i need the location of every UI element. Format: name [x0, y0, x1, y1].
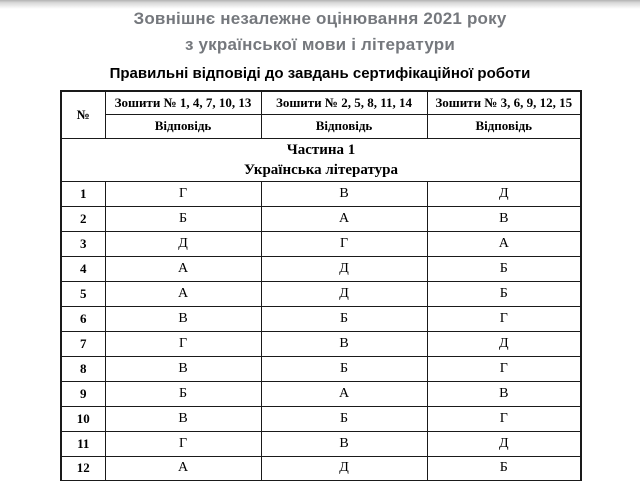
question-number: 8	[61, 356, 105, 381]
section-title-line1: Частина 1	[286, 141, 356, 158]
answer-cell: Б	[427, 456, 581, 481]
question-number: 10	[61, 406, 105, 431]
answer-key-table	[60, 90, 582, 481]
answers-body	[61, 181, 581, 481]
answer-cell: А	[427, 231, 581, 256]
answer-cell: Г	[105, 181, 261, 206]
answer-cell: В	[105, 356, 261, 381]
table-header-row-booklets	[61, 91, 581, 114]
document-header	[0, 6, 640, 85]
number-column-header: №	[61, 91, 105, 138]
answer-cell: Д	[261, 456, 427, 481]
answer-cell: В	[261, 431, 427, 456]
section-title-line2: Українська література	[244, 161, 398, 178]
question-number: 6	[61, 306, 105, 331]
answer-cell: Б	[105, 381, 261, 406]
answer-cell: В	[427, 206, 581, 231]
table-row	[61, 206, 581, 231]
answer-cell: В	[427, 381, 581, 406]
answer-subheader-3: Відповідь	[427, 114, 581, 138]
answer-cell: А	[261, 206, 427, 231]
answer-cell: Б	[261, 406, 427, 431]
answer-cell: А	[105, 256, 261, 281]
question-number: 9	[61, 381, 105, 406]
answer-cell: Д	[427, 431, 581, 456]
exam-title-line2: з української мови і літератури	[184, 35, 456, 54]
answer-cell: Г	[427, 306, 581, 331]
answer-cell: Д	[261, 281, 427, 306]
answer-cell: Б	[105, 206, 261, 231]
answer-cell: Д	[105, 231, 261, 256]
question-number: 2	[61, 206, 105, 231]
table-row	[61, 381, 581, 406]
table-row	[61, 231, 581, 256]
booklets-column-header-3: Зошити № 3, 6, 9, 12, 15	[427, 91, 581, 114]
question-number: 12	[61, 456, 105, 481]
question-number: 3	[61, 231, 105, 256]
answer-key-subtitle: Правильні відповіді до завдань сертифікаційної роботи	[109, 65, 531, 82]
answer-cell: Б	[261, 356, 427, 381]
table-row	[61, 256, 581, 281]
question-number: 1	[61, 181, 105, 206]
section-header-cell	[61, 138, 581, 181]
table-row	[61, 281, 581, 306]
table-header-row-answers	[61, 114, 581, 138]
answer-cell: В	[105, 406, 261, 431]
answer-cell: Г	[427, 356, 581, 381]
answer-cell: Д	[427, 331, 581, 356]
booklets-column-header-2: Зошити № 2, 5, 8, 11, 14	[261, 91, 427, 114]
table-row	[61, 181, 581, 206]
answer-cell: Б	[427, 256, 581, 281]
answer-cell: Г	[105, 431, 261, 456]
answer-cell: В	[261, 181, 427, 206]
answer-cell: А	[105, 456, 261, 481]
answer-cell: Б	[427, 281, 581, 306]
table-row	[61, 356, 581, 381]
table-row	[61, 431, 581, 456]
answer-cell: В	[261, 331, 427, 356]
answer-subheader-1: Відповідь	[105, 114, 261, 138]
answer-cell: А	[261, 381, 427, 406]
exam-title-line1: Зовнішнє незалежне оцінювання 2021 року	[133, 9, 507, 28]
answer-cell: Г	[427, 406, 581, 431]
answer-cell: А	[105, 281, 261, 306]
answer-cell: Д	[261, 256, 427, 281]
question-number: 5	[61, 281, 105, 306]
table-row	[61, 456, 581, 481]
table-row	[61, 331, 581, 356]
answer-cell: Б	[261, 306, 427, 331]
booklets-column-header-1: Зошити № 1, 4, 7, 10, 13	[105, 91, 261, 114]
answer-cell: Г	[105, 331, 261, 356]
answer-subheader-2: Відповідь	[261, 114, 427, 138]
table-row	[61, 406, 581, 431]
question-number: 4	[61, 256, 105, 281]
table-row	[61, 306, 581, 331]
answer-cell: Г	[261, 231, 427, 256]
answer-cell: В	[105, 306, 261, 331]
question-number: 11	[61, 431, 105, 456]
section-header-row	[61, 138, 581, 181]
answer-cell: Д	[427, 181, 581, 206]
question-number: 7	[61, 331, 105, 356]
